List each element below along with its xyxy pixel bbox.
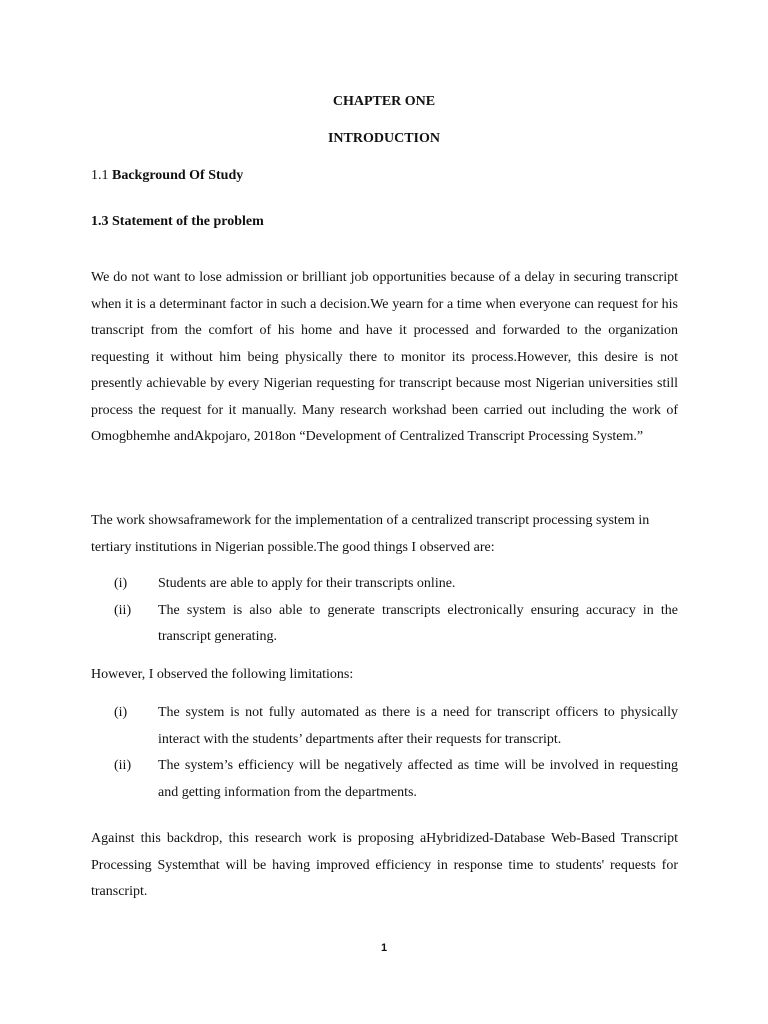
list-item-text: Students are able to apply for their transcripts online. — [158, 576, 456, 591]
section-heading-problem — [91, 212, 264, 232]
list-marker: (ii) — [114, 602, 132, 618]
chapter-title: INTRODUCTION — [327, 131, 440, 146]
limitations-list — [91, 700, 678, 806]
list-item-text: The system is also able to generate transcripts electronically ensuring accuracy in the transcript generating. — [158, 602, 678, 644]
chapter-heading: CHAPTER ONE — [332, 94, 436, 109]
list-item-text: The system is not fully automated as there is a need for transcript officers to physically interact with the students’ departments after their requests for transcript. — [158, 705, 678, 747]
list-item — [91, 571, 678, 598]
conclusion-paragraph: Against this backdrop, this research work is proposing aHybridized-Database Web-Based Transcript Processing Systemthat will be having improved efficiency in response time to students' requests for transcript. — [91, 831, 678, 899]
list-item — [91, 753, 678, 806]
list-marker: (ii) — [114, 758, 132, 773]
framework-paragraph: The work showsaframework for the implementation of a centralized transcript processing system in tertiary institutions in Nigerian possible.The good things I observed are: — [91, 513, 650, 555]
page-number: 1 — [380, 942, 388, 954]
list-item — [91, 700, 678, 753]
section-number: 1.1 — [91, 168, 109, 183]
list-item-text: The system’s efficiency will be negatively affected as time will be involved in requesting and getting information from the departments. — [158, 758, 678, 800]
section-heading-background — [91, 166, 243, 186]
good-things-list — [91, 571, 678, 651]
list-marker: (i) — [114, 705, 128, 720]
list-item — [91, 598, 678, 651]
problem-paragraph: We do not want to lose admission or brilliant job opportunities because of a delay in securing transcript when it is a determinant factor in such a decision.We yearn for a time when everyone can request for his transcript from the comfort of his home and have it processed and forwarded to the organization requesting it without him being physically there to monitor its process.However, this desire is not presently achievable by every Nigerian requesting for transcript because most Nigerian universities still process the request for it manually. Many research workshad been carried out including the work of Omogbhemhe andAkpojaro, 2018on “Development of Centralized Transcript Processing System.” — [91, 270, 678, 444]
section-label: Background Of Study — [112, 168, 244, 183]
limitations-intro: However, I observed the following limitations: — [91, 667, 354, 682]
list-marker: (i) — [114, 576, 128, 591]
section-heading-text: 1.3 Statement of the problem — [91, 214, 264, 229]
